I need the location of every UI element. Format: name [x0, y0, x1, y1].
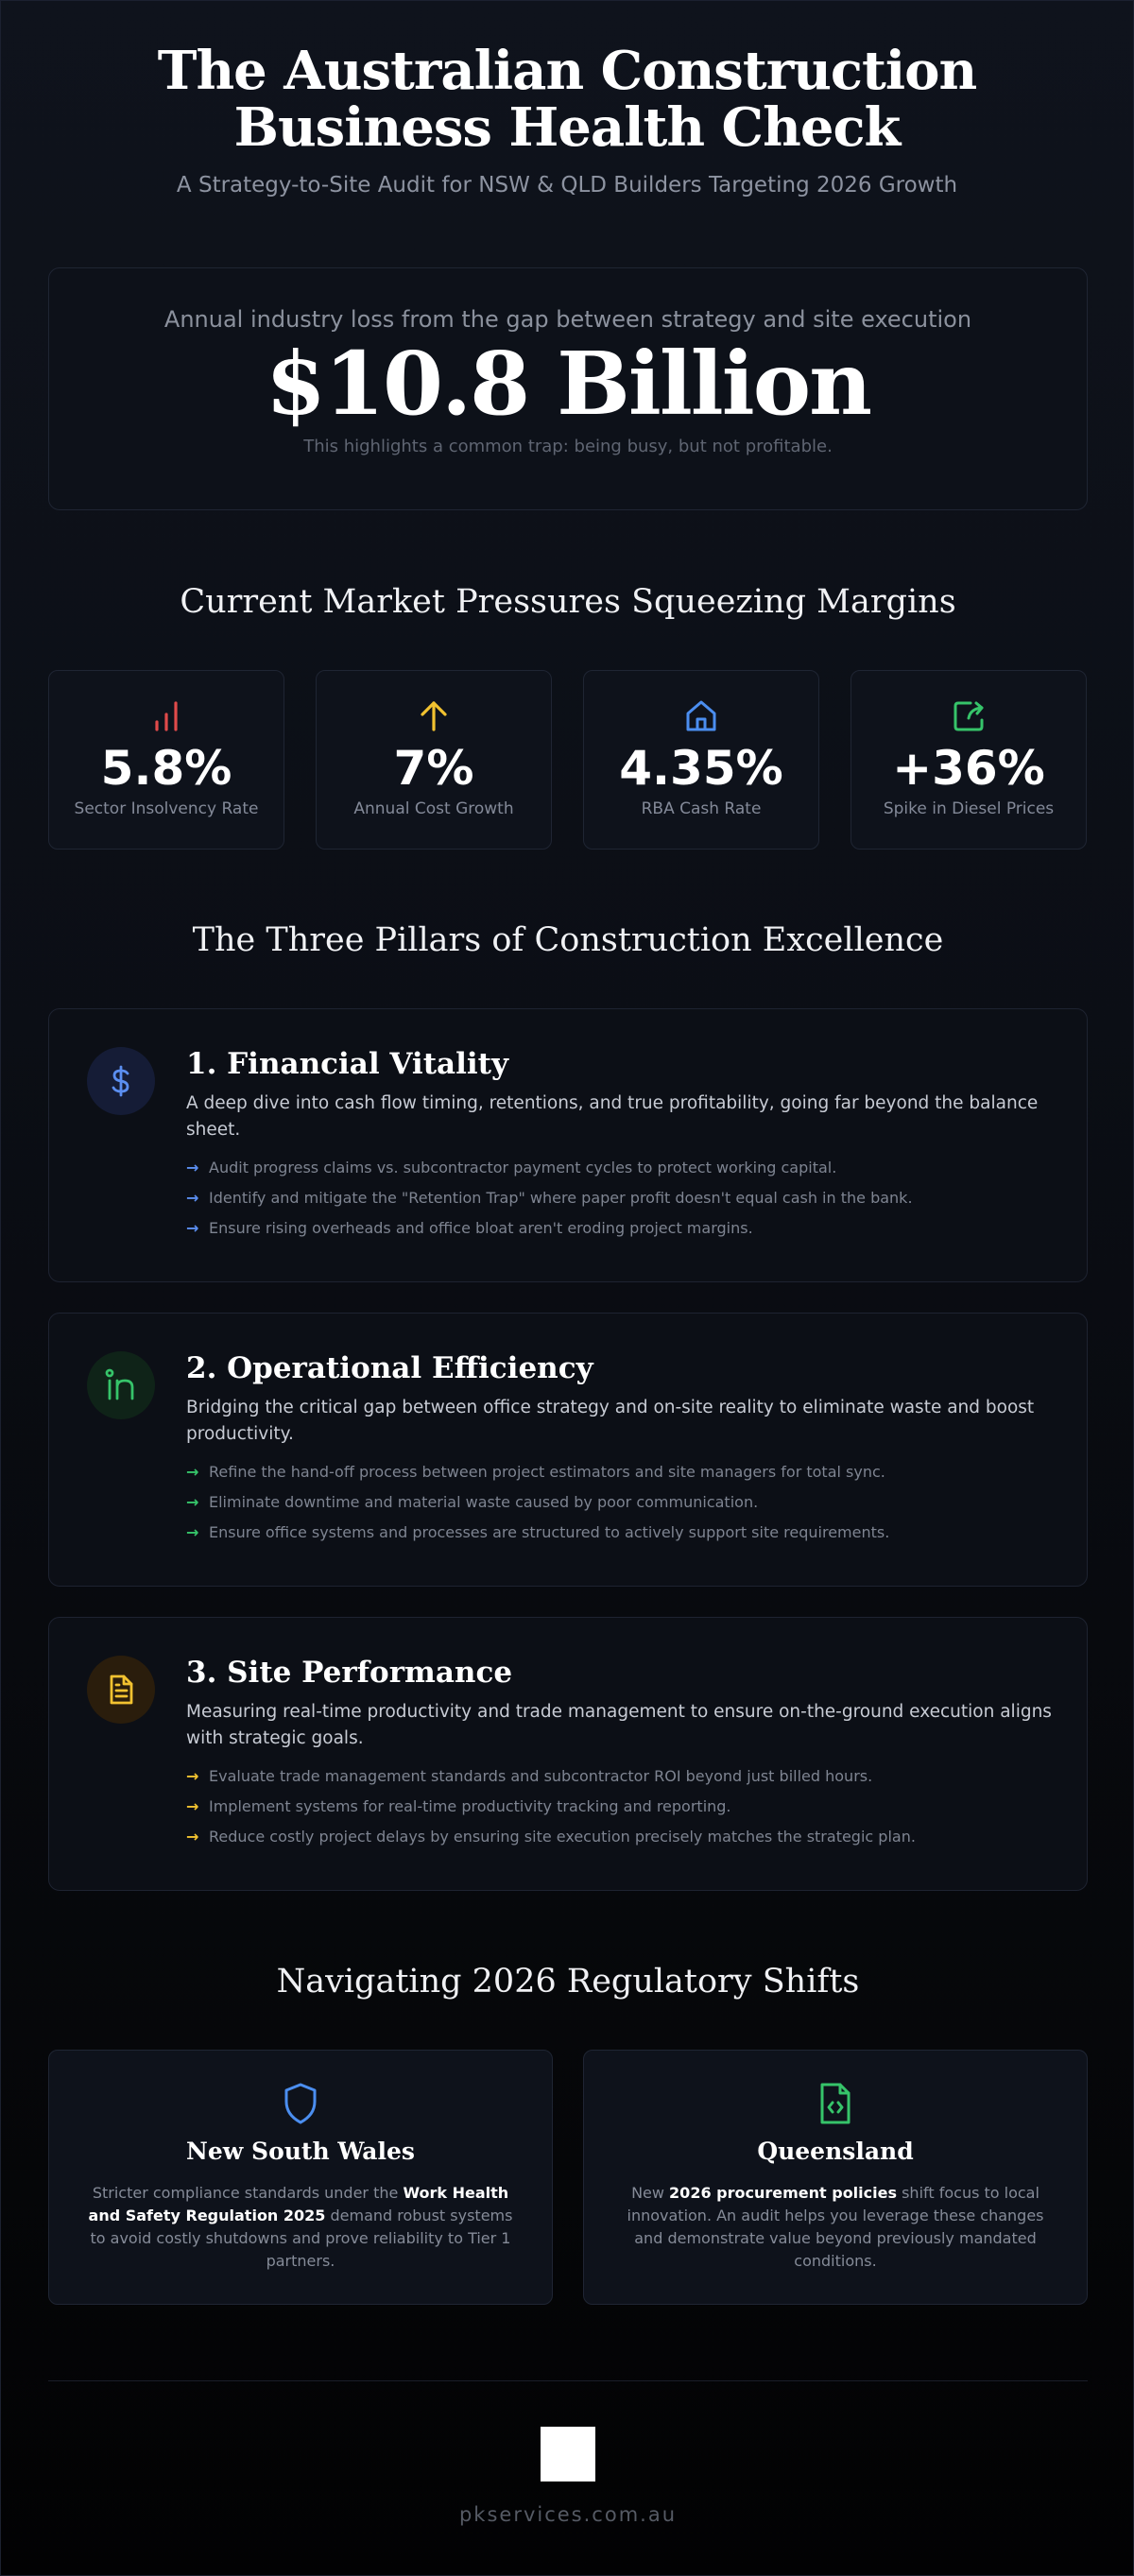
pillars-title: The Three Pillars of Construction Excellence	[192, 921, 944, 959]
list-item	[186, 1463, 1056, 1482]
point-text: Audit progress claims vs. subcontractor payment cycles to protect working capital.	[209, 1159, 837, 1176]
point-text: Evaluate trade management standards and subcontractor ROI beyond just billed hours.	[209, 1767, 873, 1785]
reg-highlight: Work Health and Safety Regulation 2025	[88, 2184, 509, 2224]
arrow-right-icon: →	[186, 1219, 199, 1237]
pressures-title: Current Market Pressures Squeezing Margins	[180, 583, 956, 621]
arrow-right-icon: →	[186, 1189, 199, 1207]
pillar-title: 2. Operational Efficiency	[186, 1351, 593, 1385]
reg-title: Queensland	[757, 2138, 914, 2165]
share-icon	[851, 697, 1086, 735]
stat-card-cash-rate	[583, 670, 819, 850]
industry-loss-card	[48, 267, 1088, 510]
point-text: Ensure office systems and processes are structured to actively support site requirements.	[209, 1523, 890, 1541]
loss-value: $10.8 Billion	[266, 333, 870, 435]
arrow-right-icon: →	[186, 1523, 199, 1541]
bar-chart-icon	[49, 697, 284, 735]
stat-label: Sector Insolvency Rate	[74, 799, 259, 818]
loss-note: This highlights a common trap: being busy, but not profitable.	[303, 437, 833, 456]
title-line-1: The Australian Construction	[157, 40, 977, 102]
list-item	[186, 1493, 1056, 1512]
point-text: Refine the hand-off process between project estimators and site managers for total sync.	[209, 1463, 885, 1481]
pillar-points	[186, 1767, 1056, 1846]
arrow-up-icon	[317, 697, 551, 735]
pillar-description: A deep dive into cash flow timing, retentions, and true profitability, going far beyond the balance sheet.	[186, 1093, 1039, 1140]
pillar-points	[186, 1463, 1056, 1542]
stat-card-cost-growth	[316, 670, 552, 850]
pillar-financial-vitality	[48, 1008, 1088, 1282]
pillar-site-performance	[48, 1617, 1088, 1891]
dollar-icon	[87, 1047, 155, 1115]
reg-card-nsw	[48, 2050, 553, 2305]
point-text: Ensure rising overheads and office bloat aren't eroding project margins.	[209, 1219, 753, 1237]
pillar-points	[186, 1159, 1056, 1238]
stat-value: 5.8%	[100, 741, 232, 796]
point-text: Implement systems for real-time productivity tracking and reporting.	[209, 1797, 731, 1815]
document-icon	[87, 1656, 155, 1724]
pillar-operational-efficiency	[48, 1313, 1088, 1587]
stat-card-insolvency	[48, 670, 284, 850]
page-subtitle: A Strategy-to-Site Audit for NSW & QLD Builders Targeting 2026 Growth	[176, 173, 958, 197]
footer-divider	[48, 2380, 1088, 2381]
arrow-right-icon: →	[186, 1828, 199, 1846]
stat-value: 4.35%	[619, 741, 783, 796]
pillar-title: 3. Site Performance	[186, 1656, 513, 1690]
home-icon	[584, 697, 818, 735]
arrow-right-icon: →	[186, 1463, 199, 1481]
list-item	[186, 1767, 1056, 1786]
list-item	[186, 1219, 1056, 1238]
point-text: Identify and mitigate the "Retention Trap" where paper profit doesn't equal cash in the bank.	[209, 1189, 913, 1207]
pillar-description: Measuring real-time productivity and trade management to ensure on-the-ground execution aligns with strategic goals.	[186, 1702, 1052, 1748]
arrow-right-icon: →	[186, 1767, 199, 1785]
reg-card-qld	[583, 2050, 1088, 2305]
loss-label: Annual industry loss from the gap between strategy and site execution	[163, 306, 972, 333]
linkedin-icon	[87, 1351, 155, 1419]
list-item	[186, 1797, 1056, 1816]
stat-label: RBA Cash Rate	[641, 799, 762, 818]
pillar-title: 1. Financial Vitality	[186, 1047, 508, 1081]
footer-site[interactable]: pkservices.com.au	[458, 2503, 678, 2526]
code-file-icon	[584, 2081, 1087, 2126]
stat-card-diesel	[850, 670, 1087, 850]
list-item	[186, 1189, 1056, 1208]
list-item	[186, 1828, 1056, 1846]
regulatory-title: Navigating 2026 Regulatory Shifts	[276, 1963, 860, 2001]
reg-text: New 2026 procurement policies shift focus to local innovation. An audit helps you leverage these changes and demonstrate value beyond previously mandated conditions.	[627, 2184, 1044, 2270]
stat-value: +36%	[892, 741, 1045, 796]
stat-value: 7%	[393, 741, 474, 796]
point-text: Eliminate downtime and material waste caused by poor communication.	[209, 1493, 759, 1511]
reg-highlight: 2026 procurement policies	[669, 2184, 897, 2202]
arrow-right-icon: →	[186, 1159, 199, 1176]
list-item	[186, 1159, 1056, 1177]
arrow-right-icon: →	[186, 1797, 199, 1815]
page-header	[1, 1, 1133, 197]
stat-label: Spike in Diesel Prices	[883, 799, 1055, 818]
reg-title: New South Wales	[186, 2138, 415, 2165]
logo	[541, 2427, 595, 2482]
list-item	[186, 1523, 1056, 1542]
shield-icon	[49, 2081, 552, 2126]
stat-label: Annual Cost Growth	[353, 799, 514, 818]
point-text: Reduce costly project delays by ensuring site execution precisely matches the strategic plan.	[209, 1828, 916, 1846]
arrow-right-icon: →	[186, 1493, 199, 1511]
reg-text: Stricter compliance standards under the Work Health and Safety Regulation 2025 demand robust systems to avoid costly shutdowns and prove reliability to Tier 1 partners.	[88, 2184, 513, 2270]
pillar-description: Bridging the critical gap between office strategy and on-site reality to eliminate waste and boost productivity.	[186, 1398, 1035, 1444]
title-line-2: Business Health Check	[233, 96, 901, 159]
page-title	[1, 40, 1133, 159]
